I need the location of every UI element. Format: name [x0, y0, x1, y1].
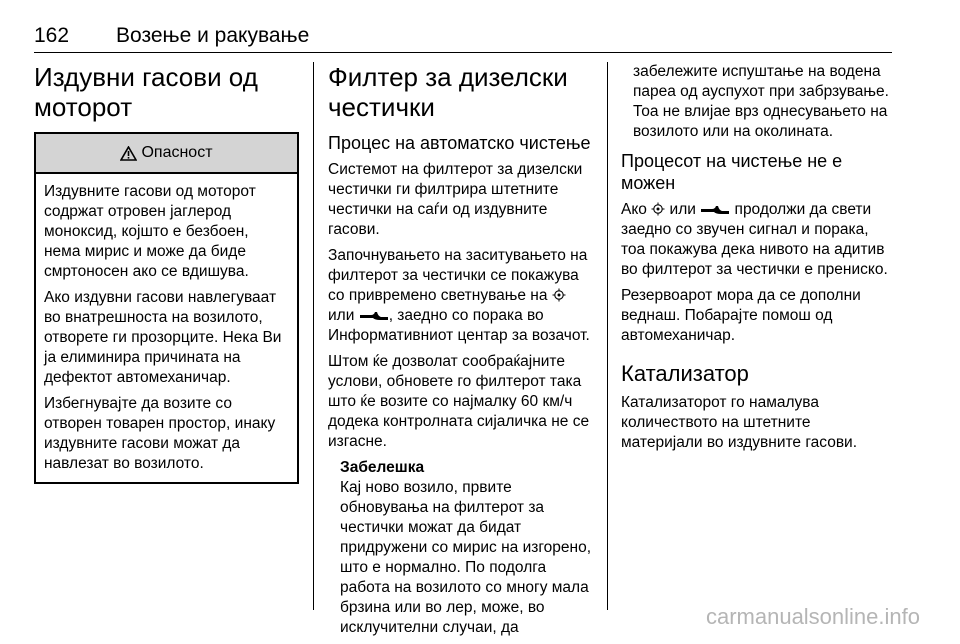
column-dpf-continued	[621, 62, 889, 459]
paragraph: Катализаторот го намалува количеството на штетните материјали во издувните гасови.	[621, 394, 858, 451]
paragraph: Системот на филтерот за дизелски честички ги филтрира штетните честички на саѓи од издувните гасови.	[328, 161, 583, 238]
subsection-title-clean-not-possible: Процесот на чистење не е можен	[621, 151, 843, 193]
section-title-exhaust: Издувни гасови од моторот	[34, 62, 258, 122]
exhaust-pipe-icon	[359, 310, 389, 322]
note-title: Забелешка	[340, 459, 425, 476]
warning-triangle-icon	[120, 146, 137, 161]
page-number: 162	[34, 24, 70, 47]
danger-body	[36, 174, 297, 482]
subsection-title-auto-clean: Процес на автоматско чистење	[328, 133, 591, 153]
exhaust-pipe-icon	[700, 204, 730, 216]
danger-paragraph: Избегнувајте да возите со отворен товарен простор, инаку издувните гасови можат да навлезат во возилото.	[44, 395, 276, 472]
paragraph: Започнувањето на заситувањето на филтерот за честички се покажува со привремено светнување на или , заедно со порака во Информативниот центар за возачот.	[328, 247, 590, 344]
danger-paragraph: Издувните гасови од моторот содржат отровен јаглерод моноксид, којшто е безбоен, нема мирис и може да биде смртоносен ако се вдишува.	[44, 183, 256, 280]
chapter-title: Возење и ракување	[116, 24, 310, 47]
page-header	[34, 24, 892, 54]
column-divider	[313, 62, 314, 610]
dpf-lamp-icon	[651, 202, 665, 216]
header-rule	[34, 52, 892, 53]
column-dpf	[328, 62, 593, 644]
note-text: Кај ново возило, првите обновувања на филтерот за честички можат да бидат придружени со мирис на изгорено, што е нормално. По подолга работа на возилото со многу мала брзина или во лер, може, во исклучителни случаи, да	[340, 479, 592, 636]
note-continued	[633, 62, 889, 142]
column-exhaust-gases	[34, 62, 299, 484]
dpf-lamp-icon	[552, 288, 566, 302]
column-divider	[607, 62, 608, 610]
paragraph: Штом ќе дозволат сообраќајните услови, обновете го филтерот така што ќе возите со најмалку 60 км/ч додека контролната сијаличка не се изгасне.	[328, 353, 590, 450]
note-text-continued: забележите испуштање на водена пареа од ауспухот при забрзување. Тоа не влијае врз однесувањето на возилото или на околината.	[633, 63, 889, 140]
paragraph: Резервоарот мора да се дополни веднаш. Побарајте помош од автомеханичар.	[621, 287, 861, 344]
danger-heading: Опасност	[141, 144, 213, 161]
section-title-dpf: Филтер за дизелски честички	[328, 62, 568, 122]
danger-box	[34, 132, 299, 484]
paragraph: Ако или продолжи да свети заедно со звучен сигнал и порака, тоа покажува дека нивото на адитив во филтерот за честички е прениско.	[621, 201, 888, 278]
danger-paragraph: Ако издувни гасови навлегуваат во внатрешноста на возилото, отворете ги прозорците. Нека Ви ја елиминира причината на дефектот автомеханичар.	[44, 289, 282, 386]
section-title-catalyst: Катализатор	[621, 361, 749, 386]
watermark: carmanualsonline.info	[705, 604, 920, 629]
note-block	[340, 458, 593, 638]
danger-header	[36, 134, 297, 174]
